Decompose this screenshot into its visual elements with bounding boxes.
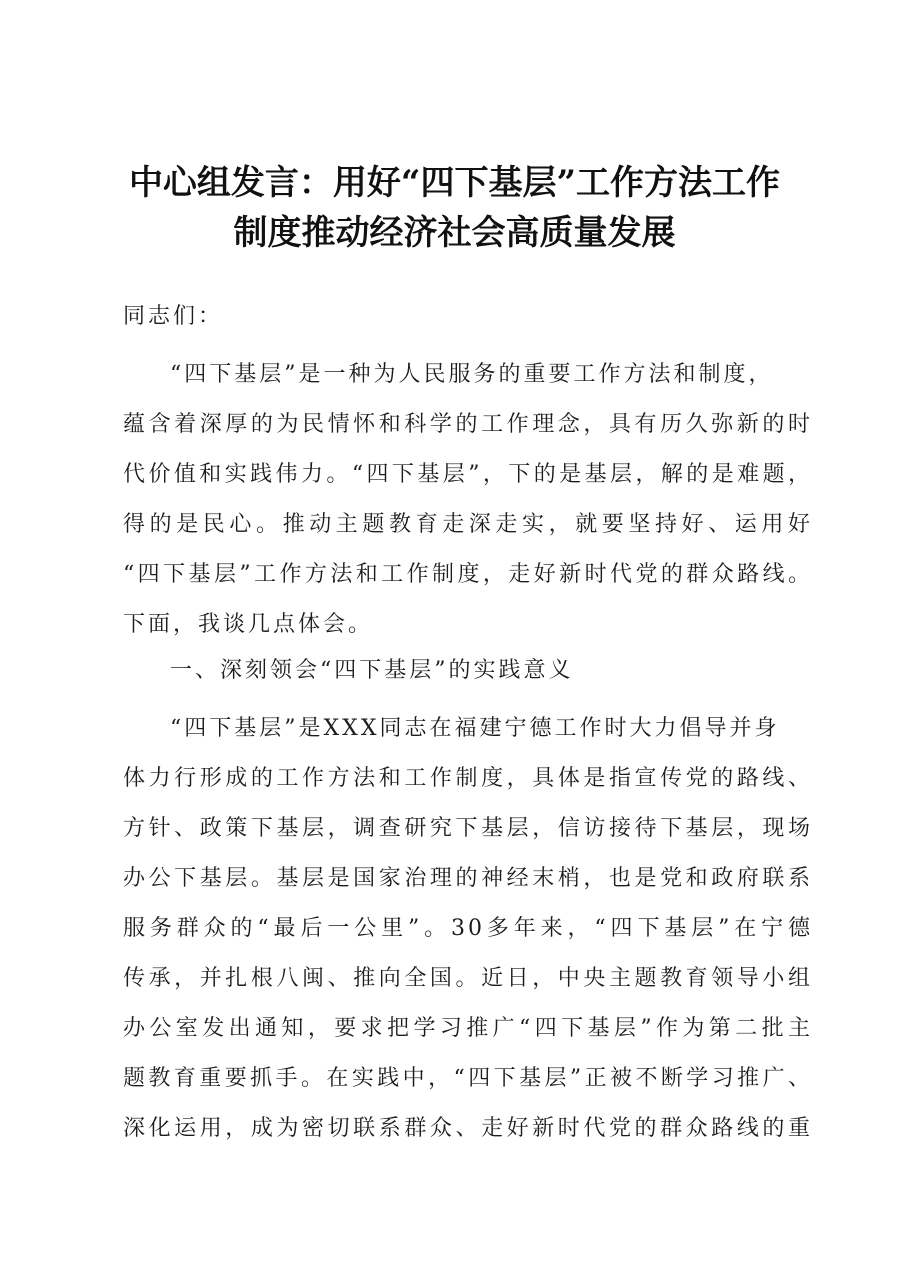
paragraph-line: 服务群众的“最后一公里”。30多年来，“四下基层”在宁德 <box>123 916 813 941</box>
paragraph-line: 蕴含着深厚的为民情怀和科学的工作理念，具有历久弥新的时 <box>123 412 813 437</box>
paragraph-line: 办公下基层。基层是国家治理的神经末梢，也是党和政府联系 <box>123 866 813 891</box>
greeting-block <box>123 292 813 342</box>
paragraph-line: “四下基层”工作方法和工作制度，走好新时代党的群众路线。 <box>123 562 813 587</box>
paragraph-2 <box>123 704 813 1154</box>
paragraph-line: “四下基层”是一种为人民服务的重要工作方法和制度， <box>170 362 774 387</box>
paragraph-1 <box>123 350 813 650</box>
document-title <box>100 158 809 258</box>
paragraph-line: 代价值和实践伟力。“四下基层”，下的是基层，解的是难题， <box>123 462 813 487</box>
paragraph-line: 体力行形成的工作方法和工作制度，具体是指宣传党的路线、 <box>123 766 813 791</box>
paragraph-line: 得的是民心。推动主题教育走深走实，就要坚持好、运用好 <box>123 512 813 537</box>
paragraph-line: 方针、政策下基层，调查研究下基层，信访接待下基层，现场 <box>123 816 813 841</box>
title-line-2: 制度推动经济社会高质量发展 <box>233 213 676 253</box>
paragraph-line: 深化运用，成为密切联系群众、走好新时代党的群众路线的重 <box>123 1116 813 1141</box>
section-heading: 一、深刻领会“四下基层”的实践意义 <box>170 658 574 683</box>
section-1-heading-block <box>123 646 813 696</box>
paragraph-line: 传承，并扎根八闽、推向全国。近日，中央主题教育领导小组 <box>123 966 813 991</box>
paragraph-line: “四下基层”是XXX同志在福建宁德工作时大力倡导并身 <box>170 716 780 741</box>
greeting-text: 同志们： <box>123 304 224 329</box>
paragraph-line: 办公室发出通知，要求把学习推广“四下基层”作为第二批主 <box>123 1016 813 1041</box>
title-line-1: 中心组发言：用好“四下基层”工作方法工作 <box>128 163 781 203</box>
paragraph-line: 题教育重要抓手。在实践中，“四下基层”正被不断学习推广、 <box>123 1066 813 1091</box>
paragraph-line: 下面，我谈几点体会。 <box>123 612 374 637</box>
